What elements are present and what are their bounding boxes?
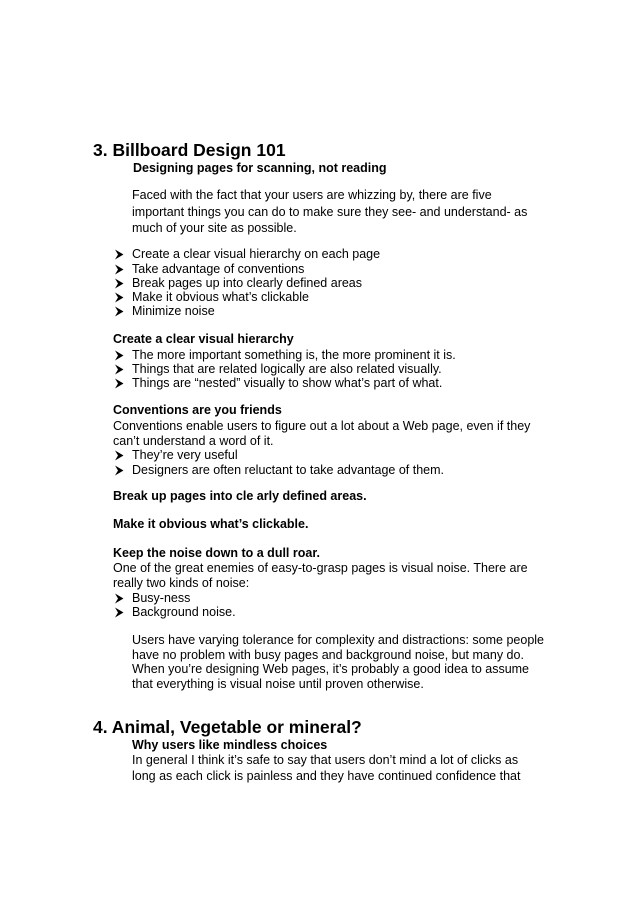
- section-4-subheading: Why users like mindless choices: [132, 738, 328, 752]
- noise-closing-line: have no problem with busy pages and background noise, but many do.: [132, 648, 524, 662]
- noise-closing-line: When you’re designing Web pages, it’s probably a good idea to assume: [132, 662, 530, 676]
- arrow-bullet-icon: [114, 463, 127, 476]
- document-page: 3. Billboard Design 101 Designing pages for scanning, not reading Faced with the fact that your users are whizzing by, there are five important things you can do to make sure they see- and understand- as much of your site as possible. Create a clear visual hierarchy on each page Take advantage of conventions Break pages up into clearly defined areas Make it obvious what’s clickable Minimize noise Create a clear visual hierarchy The more important something is, the more prominent it is. Things that are related logically are also related visually. Things are “nested” visually to show what’s part of what. Conventions are you friends Conventions enable users to figure out a lot about a Web page, even if they can’t understand a word of it. They’re very useful Designers are often reluctant to take advantage of them. Break up pages into cle arly defined areas. Make it obvious what’s clickable. Keep the noise down to a dull roar. One of the great enemies of easy-to-grasp pages is visual noise. There are really two kinds of noise: Busy-ness Background noise. Users have varying tolerance for complexity and distractions: some people have no problem with busy pages and background noise, but many do. When you’re designing Web pages, it’s probably a good idea to assume that everything is visual noise until proven otherwise. 4. Animal, Vegetable or mineral? Why users like mindless choices In general I think it’s safe to say that users don’t mind a lot of clicks as long as each click is painless and they have continued confidence that: [93, 140, 545, 783]
- noise-closing-line: Users have varying tolerance for complexity and distractions: some people: [132, 633, 545, 647]
- areas-title: Break up pages into cle arly defined areas.: [113, 489, 367, 503]
- arrow-bullet-icon: [114, 605, 127, 618]
- arrow-bullet-icon: [114, 362, 127, 375]
- intro-line: Faced with the fact that your users are whizzing by, there are five: [132, 188, 492, 202]
- section-3-heading: 3. Billboard Design 101: [93, 140, 286, 160]
- noise-title: Keep the noise down to a dull roar.: [113, 546, 320, 560]
- arrow-bullet-icon: [114, 304, 127, 317]
- intro-line: much of your site as possible.: [132, 221, 297, 235]
- arrow-bullet-icon: [114, 247, 127, 260]
- section-4-text-line: long as each click is painless and they have continued confidence that: [132, 769, 521, 783]
- noise-text-line: One of the great enemies of easy-to-grasp pages is visual noise. There are: [113, 561, 528, 575]
- section-4-text-line: In general I think it’s safe to say that users don’t mind a lot of clicks as: [132, 753, 519, 767]
- arrow-bullet-icon: [114, 276, 127, 289]
- section-4-heading: 4. Animal, Vegetable or mineral?: [93, 717, 362, 737]
- conventions-text-line: Conventions enable users to figure out a lot about a Web page, even if they: [113, 419, 531, 433]
- arrow-bullet-icon: [114, 348, 127, 361]
- conventions-title: Conventions are you friends: [113, 403, 282, 417]
- intro-line: important things you can do to make sure they see- and understand- as: [132, 205, 528, 219]
- noise-text-line: really two kinds of noise:: [113, 576, 250, 590]
- noise-closing-line: that everything is visual noise until proven otherwise.: [132, 677, 424, 691]
- arrow-bullet-icon: [114, 262, 127, 275]
- section-3-subheading: Designing pages for scanning, not reading: [133, 161, 387, 175]
- conventions-text-line: can’t understand a word of it.: [113, 434, 274, 448]
- arrow-bullet-icon: [114, 591, 127, 604]
- arrow-bullet-icon: [114, 376, 127, 389]
- hierarchy-title: Create a clear visual hierarchy: [113, 332, 294, 346]
- arrow-bullet-icon: [114, 448, 127, 461]
- clickable-title: Make it obvious what’s clickable.: [113, 517, 309, 531]
- arrow-bullet-icon: [114, 290, 127, 303]
